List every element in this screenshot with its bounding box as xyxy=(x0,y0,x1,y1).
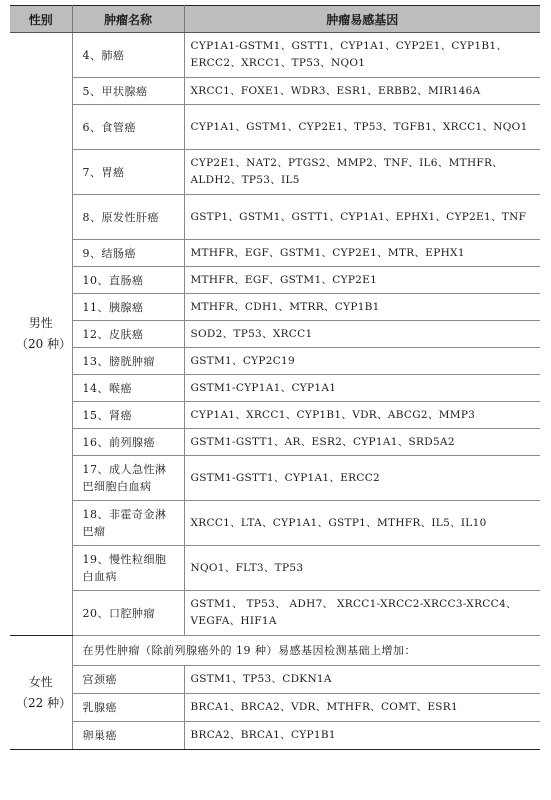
female-section xyxy=(10,636,540,750)
tumor-name: 8、原发性肝癌 xyxy=(72,195,184,240)
gene-list: CYP1A1-GSTM1、GSTT1、CYP1A1、CYP2E1、CYP1B1、ERCC2、XRCC1、TP53、NQO1 xyxy=(184,33,540,78)
table-row xyxy=(10,78,540,105)
header-row xyxy=(10,6,540,33)
table-row xyxy=(10,722,540,750)
gene-list: GSTM1-GSTT1、AR、ESR2、CYP1A1、SRD5A2 xyxy=(184,429,540,456)
tumor-name: 16、前列腺癌 xyxy=(72,429,184,456)
tumor-name: 19、慢性粒细胞白血病 xyxy=(72,546,184,591)
female-note: 在男性肿瘤（除前列腺癌外的 19 种）易感基因检测基础上增加： xyxy=(72,636,540,666)
tumor-name: 宫颈癌 xyxy=(72,666,184,694)
tumor-name: 10、直肠癌 xyxy=(72,267,184,294)
gene-table xyxy=(10,5,540,750)
gene-list: GSTP1、GSTM1、GSTT1、CYP1A1、EPHX1、CYP2E1、TNF xyxy=(184,195,540,240)
gene-list: MTHFR、EGF、GSTM1、CYP2E1、MTR、EPHX1 xyxy=(184,240,540,267)
gene-list: XRCC1、LTA、CYP1A1、GSTP1、MTHFR、IL5、IL10 xyxy=(184,501,540,546)
tumor-name: 4、肺癌 xyxy=(72,33,184,78)
gender-count: （22 种） xyxy=(16,695,72,710)
table-row xyxy=(10,591,540,636)
gene-list: CYP2E1、NAT2、PTGS2、MMP2、TNF、IL6、MTHFR、ALDH2、TP53、IL5 xyxy=(184,150,540,195)
gene-list: GSTM1-GSTT1、CYP1A1、ERCC2 xyxy=(184,456,540,501)
gender-label: 男性 xyxy=(28,316,53,330)
table-row xyxy=(10,636,540,666)
gene-list: GSTM1、 TP53、 ADH7、 XRCC1-XRCC2-XRCC3-XRCC4、VEGFA、HIF1A xyxy=(184,591,540,636)
gene-list: SOD2、TP53、XRCC1 xyxy=(184,321,540,348)
gene-list: GSTM1-CYP1A1、CYP1A1 xyxy=(184,375,540,402)
table-row xyxy=(10,294,540,321)
table-row xyxy=(10,33,540,78)
gene-list: GSTM1、TP53、CDKN1A xyxy=(184,666,540,694)
table-row xyxy=(10,375,540,402)
table-row xyxy=(10,240,540,267)
tumor-name: 9、结肠癌 xyxy=(72,240,184,267)
table-row xyxy=(10,267,540,294)
table-row xyxy=(10,195,540,240)
tumor-name: 20、口腔肿瘤 xyxy=(72,591,184,636)
table-row xyxy=(10,501,540,546)
tumor-name: 卵巢癌 xyxy=(72,722,184,750)
table-row xyxy=(10,150,540,195)
gender-cell-female xyxy=(10,636,72,750)
tumor-name: 6、食管癌 xyxy=(72,105,184,150)
table-row xyxy=(10,429,540,456)
gender-cell-male xyxy=(10,33,72,636)
tumor-name: 乳腺癌 xyxy=(72,694,184,722)
tumor-name: 5、甲状腺癌 xyxy=(72,78,184,105)
gene-list: CYP1A1、GSTM1、CYP2E1、TP53、TGFB1、XRCC1、NQO1 xyxy=(184,105,540,150)
table-row xyxy=(10,694,540,722)
table-row xyxy=(10,402,540,429)
tumor-name: 7、胃癌 xyxy=(72,150,184,195)
gene-list: BRCA2、BRCA1、CYP1B1 xyxy=(184,722,540,750)
table-row xyxy=(10,666,540,694)
header-tumor: 肿瘤名称 xyxy=(72,6,184,33)
table-row xyxy=(10,321,540,348)
tumor-name: 18、非霍奇金淋巴瘤 xyxy=(72,501,184,546)
gene-list: CYP1A1、XRCC1、CYP1B1、VDR、ABCG2、MMP3 xyxy=(184,402,540,429)
header-gender: 性别 xyxy=(10,6,72,33)
tumor-name: 17、成人急性淋巴细胞白血病 xyxy=(72,456,184,501)
gene-list: GSTM1、CYP2C19 xyxy=(184,348,540,375)
gene-list: NQO1、FLT3、TP53 xyxy=(184,546,540,591)
gender-count: （20 种） xyxy=(16,337,72,351)
table-row xyxy=(10,105,540,150)
table-row xyxy=(10,456,540,501)
tumor-name: 14、喉癌 xyxy=(72,375,184,402)
table-row xyxy=(10,546,540,591)
tumor-name: 15、肾癌 xyxy=(72,402,184,429)
gender-label: 女性 xyxy=(28,674,53,689)
gene-list: MTHFR、CDH1、MTRR、CYP1B1 xyxy=(184,294,540,321)
gene-list: BRCA1、BRCA2、VDR、MTHFR、COMT、ESR1 xyxy=(184,694,540,722)
tumor-name: 13、膀胱肿瘤 xyxy=(72,348,184,375)
gene-list: XRCC1、FOXE1、WDR3、ESR1、ERBB2、MIR146A xyxy=(184,78,540,105)
header-genes: 肿瘤易感基因 xyxy=(184,6,540,33)
male-section xyxy=(10,33,540,636)
tumor-name: 11、胰腺癌 xyxy=(72,294,184,321)
tumor-name: 12、皮肤癌 xyxy=(72,321,184,348)
table-row xyxy=(10,348,540,375)
gene-list: MTHFR、EGF、GSTM1、CYP2E1 xyxy=(184,267,540,294)
